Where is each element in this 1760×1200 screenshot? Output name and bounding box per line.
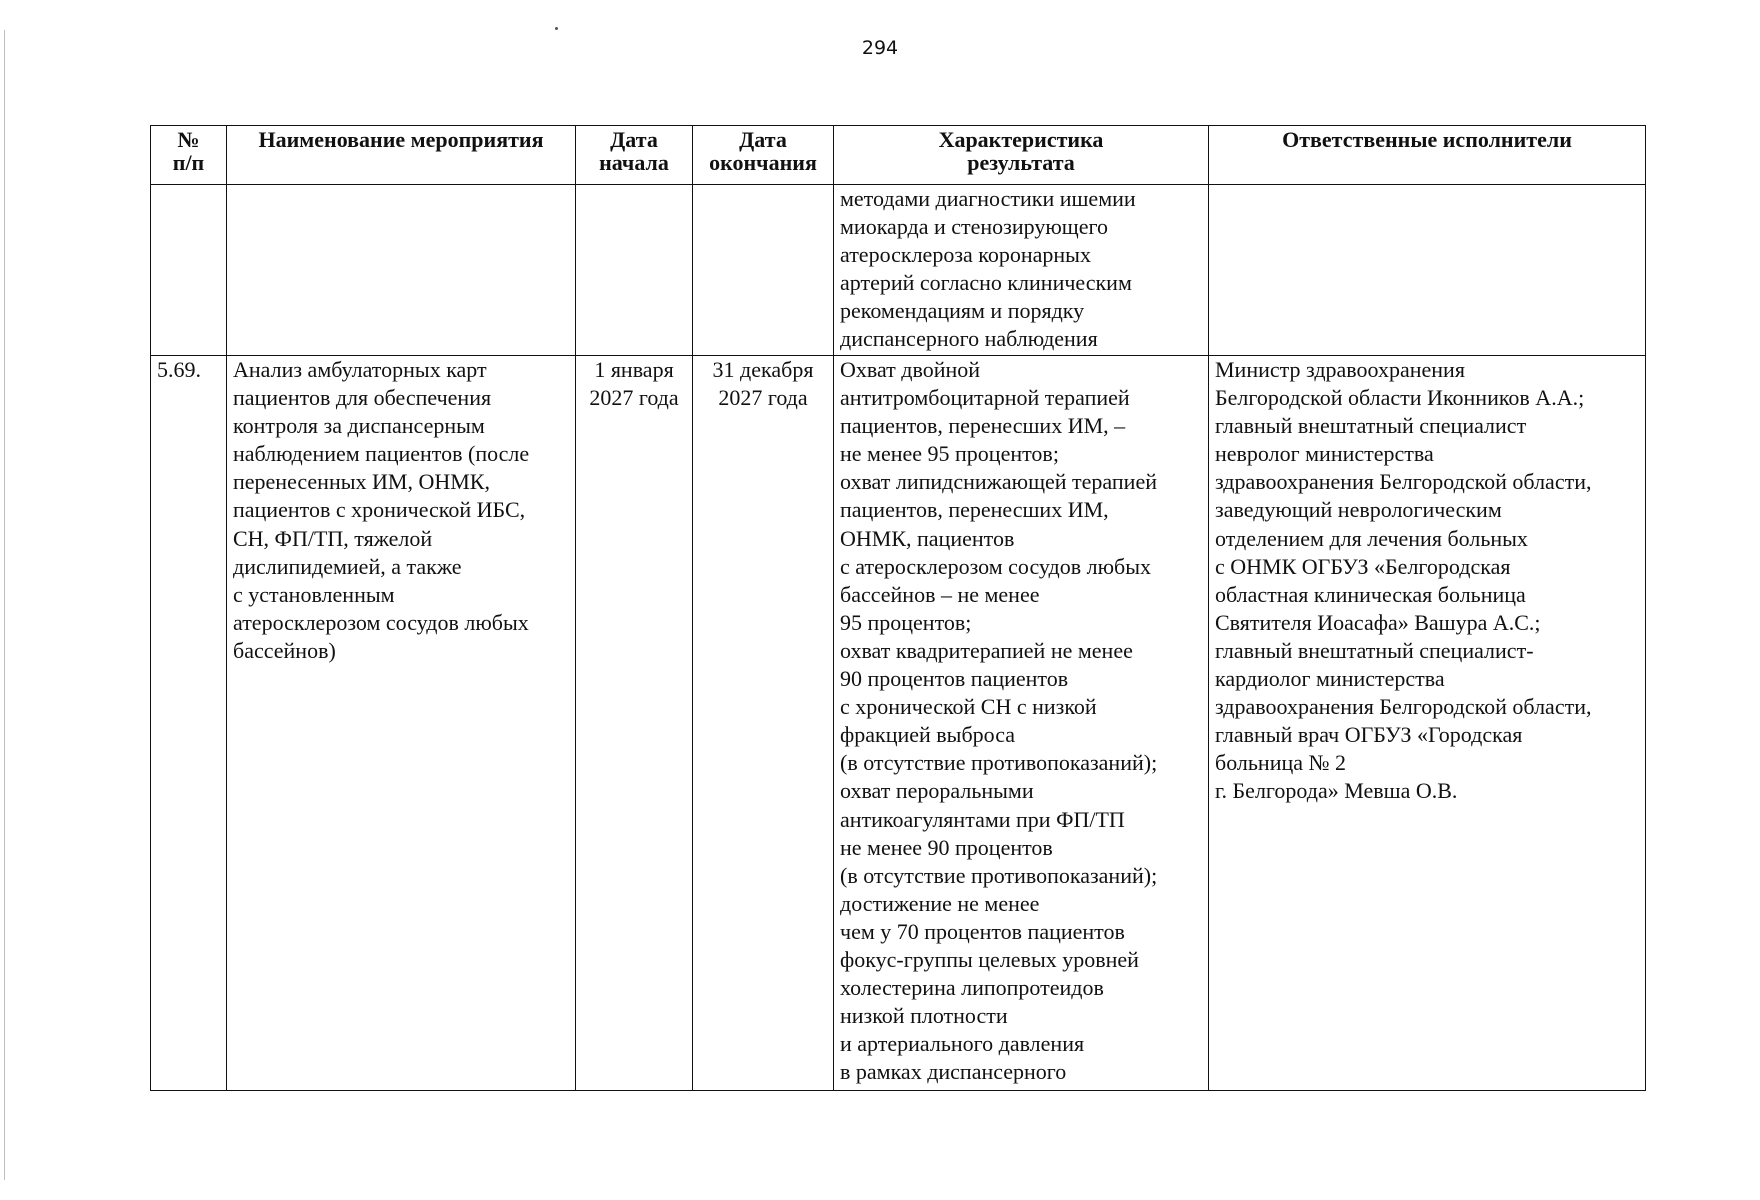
scan-edge-line	[4, 30, 5, 1180]
header-start-date: Дата начала	[576, 126, 693, 185]
cell-num: 5.69.	[151, 356, 227, 1091]
table-row-continuation	[151, 185, 1646, 356]
header-responsible: Ответственные исполнители	[1209, 126, 1646, 185]
cell-end-empty	[693, 185, 834, 356]
scan-speck	[555, 27, 558, 30]
header-activity-name: Наименование мероприятия	[227, 126, 576, 185]
cell-result: Охват двойной антитромбоцитарной терапией пациентов, перенесших ИМ, – не менее 95 процентов; охват липидснижающей терапией пациентов, перенесших ИМ, ОНМК, пациентов с атеросклерозом сосудов любых бассейнов – не менее 95 процентов; охват квадритерапией не менее 90 процентов пациентов с хронической СН с низкой фракцией выброса (в отсутствие противопоказаний); охват пероральными антикоагулянтами при ФП/ТП не менее 90 процентов (в отсутствие противопоказаний); достижение не менее чем у 70 процентов пациентов фокус-группы целевых уровней холестерина липопротеидов низкой плотности и артериального давления в рамках диспансерного	[834, 356, 1209, 1091]
cell-start-empty	[576, 185, 693, 356]
header-num: № п/п	[151, 126, 227, 185]
cell-num-empty	[151, 185, 227, 356]
cell-end-date: 31 декабря 2027 года	[693, 356, 834, 1091]
cell-result-continuation: методами диагностики ишемии миокарда и стенозирующего атеросклероза коронарных артерий согласно клиническим рекомендациям и порядку диспансерного наблюдения	[834, 185, 1209, 356]
cell-activity-name: Анализ амбулаторных карт пациентов для обеспечения контроля за диспансерным наблюдением пациентов (после перенесенных ИМ, ОНМК, пациентов с хронической ИБС, СН, ФП/ТП, тяжелой дислипидемией, а также с установленным атеросклерозом сосудов любых бассейнов)	[227, 356, 576, 1091]
header-end-date: Дата окончания	[693, 126, 834, 185]
cell-name-empty	[227, 185, 576, 356]
cell-responsible-empty	[1209, 185, 1646, 356]
table-header-row	[151, 126, 1646, 185]
table-row-5-69	[151, 356, 1646, 1091]
header-result: Характеристика результата	[834, 126, 1209, 185]
activity-table	[150, 125, 1646, 1091]
cell-start-date: 1 января 2027 года	[576, 356, 693, 1091]
cell-responsible: Министр здравоохранения Белгородской области Иконников А.А.; главный внештатный специалист невролог министерства здравоохранения Белгородской области, заведующий неврологическим отделением для лечения больных с ОНМК ОГБУЗ «Белгородская областная клиническая больница Святителя Иоасафа» Вашура А.С.; главный внештатный специалист- кардиолог министерства здравоохранения Белгородской области, главный врач ОГБУЗ «Городская больница № 2 г. Белгорода» Мевша О.В.	[1209, 356, 1646, 1091]
page-number: 294	[861, 37, 899, 59]
